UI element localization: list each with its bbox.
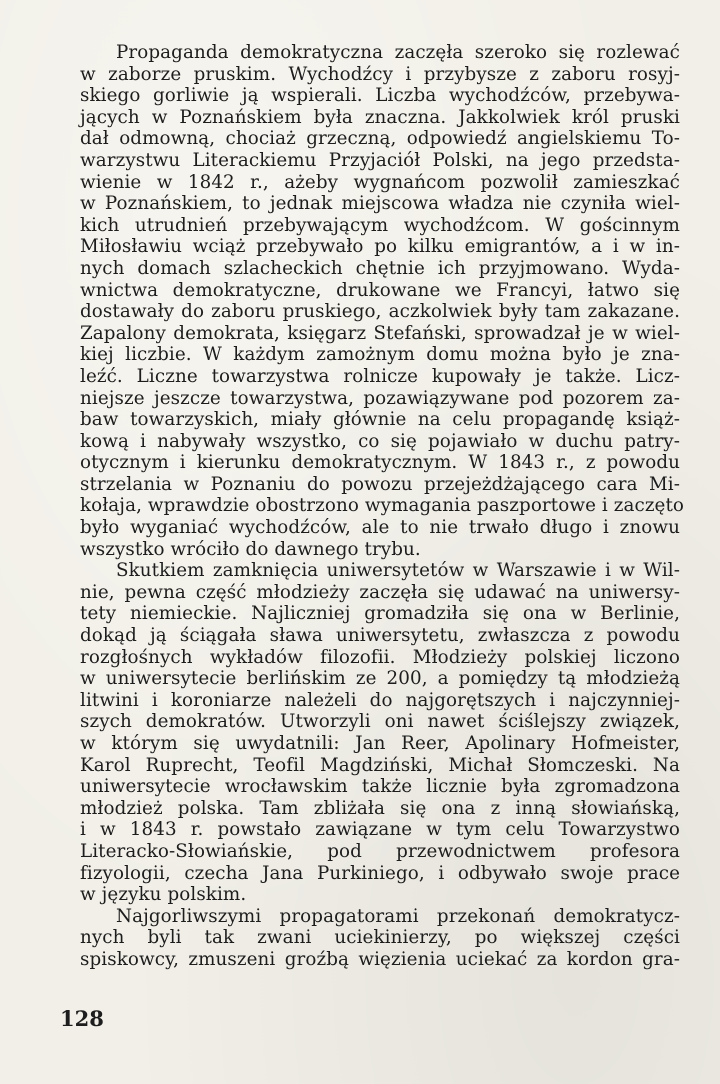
page-number: 128	[60, 1006, 104, 1031]
text-line: kołaja, wprawdzie obostrzono wymagania paszportowe i zaczęto	[80, 495, 685, 517]
text-line: szych demokratów. Utworzyli oni nawet ściślejszy związek,	[80, 711, 680, 733]
text-line: Miłosławiu wciąż przebywało po kilku emigrantów, a i w in-	[80, 236, 680, 258]
text-line: warzystwu Literackiemu Przyjaciół Polski, na jego przedsta-	[80, 149, 680, 171]
text-line: wszystko wróciło do dawnego trybu.	[80, 538, 421, 560]
text-line: kową i nabywały wszystko, co się pojawiało w duchu patry-	[80, 430, 680, 452]
text-line: młodzież polska. Tam zbliżała się ona z inną słowiańską,	[80, 797, 680, 819]
text-line: strzelania w Poznaniu do powozu przejeżdżającego cara Mi-	[80, 473, 680, 495]
text-line: Zapalony demokrata, księgarz Stefański, sprowadzał je w wiel-	[80, 322, 680, 344]
text-line: dokąd ją ściągała sława uniwersytetu, zwłaszcza z powodu	[80, 625, 680, 647]
text-line: kiej liczbie. W każdym zamożnym domu można było je zna-	[80, 344, 680, 366]
text-line: tety niemieckie. Najliczniej gromadziła się ona w Berlinie,	[80, 603, 680, 625]
paragraph-3	[80, 906, 680, 971]
text-line: wnictwa demokratyczne, drukowane we Francyi, łatwo się	[80, 279, 680, 301]
text-line: nych domach szlacheckich chętnie ich przyjmowano. Wyda-	[80, 257, 680, 279]
text-line: skiego gorliwie ją wspierali. Liczba wychodźców, przebywa-	[80, 85, 680, 107]
text-line: w którym się uwydatnili: Jan Reer, Apolinary Hofmeister,	[80, 733, 680, 754]
text-line: jących w Poznańskiem była znaczna. Jakkolwiek król pruski	[80, 106, 680, 128]
text-line: w języku polskim.	[80, 884, 247, 906]
text-line: Najgorliwszymi propagatorami przekonań demokratycz-	[116, 905, 680, 927]
text-line: uniwersytecie wrocławskim także licznie była zgromadzona	[80, 776, 680, 798]
paragraph-1	[80, 42, 685, 560]
text-line: Literacko-Słowiańskie, pod przewodnictwem profesora	[80, 840, 680, 862]
text-line: otycznym i kierunku demokratycznym. W 1843 r., z powodu	[80, 452, 680, 474]
text-line: baw towarzyskich, miały głównie na celu propagandę książ-	[80, 409, 680, 431]
text-line: rozgłośnych wykładów filozofii. Młodzieży polskiej liczono	[80, 646, 680, 668]
text-line: w uniwersytecie berlińskim ze 200, a pomiędzy tą młodzieżą	[80, 668, 680, 690]
text-line: było wyganiać wychodźców, ale to nie trwało długo i znowu	[80, 517, 680, 539]
text-line: Skutkiem zamknięcia uniwersytetów w Warszawie i w Wil-	[116, 560, 680, 582]
text-line: Propaganda demokratyczna zaczęła szeroko się rozlewać	[116, 42, 680, 63]
text-line: i w 1843 r. powstało zawiązane w tym celu Towarzystwo	[80, 819, 680, 841]
text-line: spiskowcy, zmuszeni groźbą więzienia uciekać za kordon gra-	[80, 948, 680, 970]
text-line: wienie w 1842 r., ażeby wygnańcom pozwolił zamieszkać	[80, 171, 680, 193]
text-line: litwini i koroniarze należeli do najgorętszych i najczynniej-	[80, 689, 680, 711]
paragraph-2	[80, 560, 680, 906]
text-line: nie, pewna część młodzieży zaczęła się udawać na uniwersy-	[80, 581, 680, 603]
text-line: dał odmowną, chociaż grzeczną, odpowiedź angielskiemu To-	[80, 128, 680, 150]
text-line: w Poznańskiem, to jednak miejscowa władza nie czyniła wiel-	[80, 193, 680, 215]
text-line: dostawały do zaboru pruskiego, aczkolwiek były tam zakazane.	[80, 301, 680, 323]
text-line: niejsze jeszcze towarzystwa, pozawiązywane pod pozorem za-	[80, 387, 680, 409]
text-line: kich utrudnień przebywającym wychodźcom. W gościnnym	[80, 214, 680, 236]
text-line: nych byli tak zwani uciekinierzy, po większej części	[80, 927, 680, 949]
text-line: w zaborze pruskim. Wychodźcy i przybysze z zaboru rosyj-	[80, 63, 680, 85]
text-line: fizyologii, czecha Jana Purkiniego, i odbywało swoje prace	[80, 862, 680, 884]
page-text	[80, 42, 685, 971]
text-line: leźć. Liczne towarzystwa rolnicze kupowały je także. Licz-	[80, 365, 680, 387]
text-line: Karol Ruprecht, Teofil Magdziński, Michał Słomczeski. Na	[80, 754, 680, 776]
